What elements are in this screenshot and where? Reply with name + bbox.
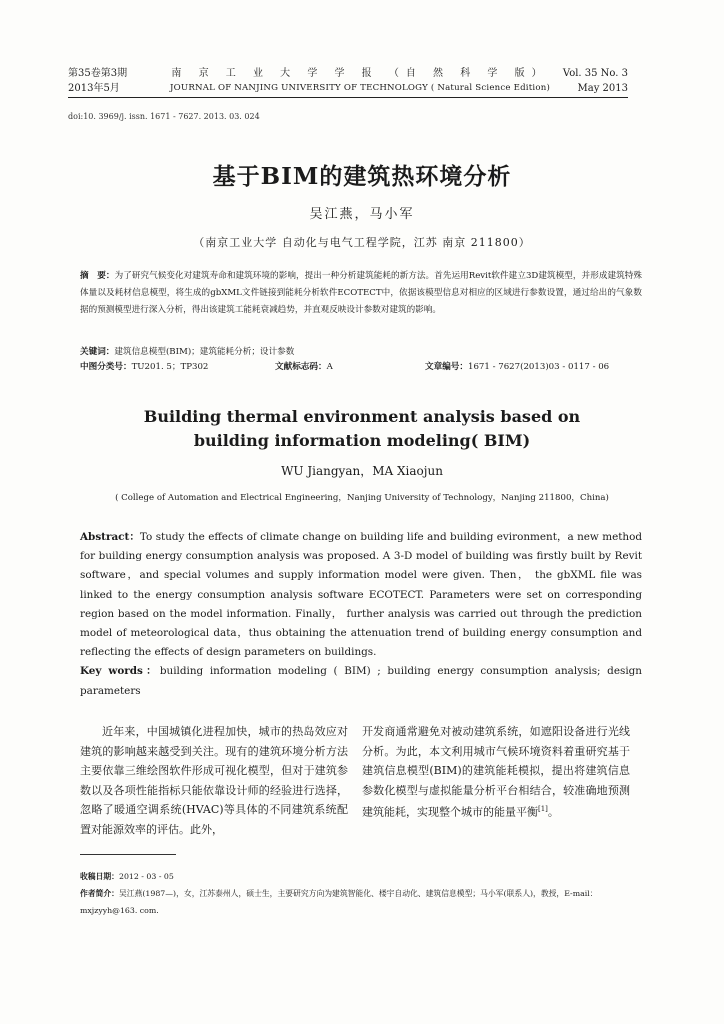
article-value: 1671 - 7627(2013)03 - 0117 - 06 — [467, 362, 610, 372]
title-en-line1: Building thermal environment analysis based on — [143, 407, 581, 426]
authors-en: WU Jiangyan，MA Xiaojun — [281, 464, 443, 478]
abstract-en-body — [80, 528, 642, 662]
journal-name — [160, 66, 560, 96]
volume-cn: 第35卷第3期 — [68, 68, 128, 79]
citation-ref[interactable]: [1] — [538, 805, 548, 813]
volume-en: Vol. 35 No. 3 — [562, 68, 628, 79]
keywords-cn-label: 关键词： — [80, 347, 115, 357]
date-cn: 2013年5月 — [68, 83, 120, 94]
received-value: 2012 - 03 - 05 — [118, 872, 174, 881]
body-right-end: 。 — [547, 805, 559, 819]
author-bio — [80, 885, 650, 919]
body-right-text: 开发商通常避免对被动建筑系统，如遮阳设备进行光线分析。为此，本文利用城市气候环境资料着重研究基于建筑信息模型(BIM)的建筑能耗模拟，提出将建筑信息参数化模型与虚拟能量分析平台相结合，较准确地预测建筑能耗，实现整个城市的能量平衡 — [362, 725, 630, 819]
header-left — [68, 66, 127, 96]
clc-value: TU201. 5；TP302 — [131, 362, 209, 372]
body-left-text: 近年来，中国城镇化进程加快，城市的热岛效应对建筑的影响越来越受到关注。现有的建筑环境分析方法主要依靠三维绘图软件形成可视化模型，但对于建筑参数以及各项性能指标只能依靠设计师的经验进行选择，忽略了暖通空调系统(HVAC)等具体的不同建筑系统配置对能源效率的评估。此外， — [80, 725, 348, 836]
journal-en: JOURNAL OF NANJING UNIVERSITY OF TECHNOLOGY ( Natural Science Edition) — [170, 83, 550, 93]
abstract-cn-text: 为了研究气候变化对建筑寿命和建筑环境的影响，提出一种分析建筑能耗的新方法。首先运用Revit软件建立3D建筑模型，并形成建筑特殊体量以及耗材信息模型，将生成的gbXML文件链接到能耗分析软件ECOTECT中，依据该模型信息对相应的区域进行参数设置，通过给出的气象数据的预测模型进行深入分析，得出该建筑工能耗衰减趋势，并直观反映设计参数对建筑的影响。 — [80, 271, 642, 315]
header-rule — [68, 97, 628, 98]
received-label: 收稿日期： — [80, 872, 119, 881]
keywords-en-text: building information modeling ( BIM) ; building energy consumption analysis; design parameters — [80, 665, 642, 697]
classification-row — [80, 360, 642, 375]
date-en: May 2013 — [577, 83, 628, 94]
clc-label: 中图分类号： — [80, 362, 132, 372]
body-column-right — [362, 722, 630, 822]
meta-cn — [80, 345, 642, 375]
body-column-left — [80, 722, 348, 839]
bio-label: 作者简介： — [80, 889, 119, 898]
keywords-cn-text: 建筑信息模型(BIM)；建筑能耗分析；设计参数 — [114, 347, 295, 357]
journal-cn: 南 京 工 业 大 学 学 报 （自 然 科 学 版） — [171, 68, 549, 79]
doc-value: A — [326, 362, 333, 372]
abstract-en-label: Abstract： — [80, 531, 140, 543]
authors-cn: 吴江燕，马小军 — [309, 207, 415, 222]
header-right — [563, 66, 628, 96]
keywords-en — [80, 662, 642, 700]
title-en-line2: building information modeling( BIM) — [193, 431, 531, 450]
affiliation-cn: （南京工业大学 自动化与电气工程学院，江苏 南京 211800） — [193, 236, 531, 249]
title-en — [0, 405, 724, 453]
article-label: 文章编号： — [425, 362, 468, 372]
doi: doi:10. 3969/j. issn. 1671 - 7627. 2013. 03. 024 — [68, 112, 260, 121]
bio-text: 吴江燕(1987—)，女，江苏泰州人，硕士生，主要研究方向为建筑智能化、楼宇自动化、建筑信息模型；马小军(联系人)，教授，E-mail：mxjzyyh@163. com. — [80, 889, 598, 915]
abstract-en-text: To study the effects of climate change on building life and building evironment，a new method for building energy consumption analysis was proposed. A 3-D model of building was firstly built by Revit software，and special volumes and supply information model were given. Then， the gbXML file was linked to the energy consumption analysis software ECOTECT. Parameters were set on corresponding region based on the model information. Finally， further analysis was carried out through the prediction model of meteorological data，thus obtaining the attenuation trend of building energy consumption and reflecting the effects of design parameters on buildings. — [80, 531, 642, 659]
doc-label: 文献标志码： — [275, 362, 327, 372]
keywords-en-label: Key words： — [80, 665, 160, 678]
keywords-cn — [80, 345, 642, 360]
footnote — [80, 868, 650, 919]
affiliation-en: ( College of Automation and Electrical Engineering，Nanjing University of Technology，Nanjing 211800，China) — [115, 493, 609, 503]
abstract-cn-label: 摘 要： — [80, 271, 115, 281]
title-cn: 基于BIM的建筑热环境分析 — [212, 163, 512, 190]
abstract-cn — [80, 268, 642, 319]
footnote-rule — [80, 854, 176, 855]
received-date — [80, 868, 650, 885]
abstract-en — [80, 528, 642, 701]
